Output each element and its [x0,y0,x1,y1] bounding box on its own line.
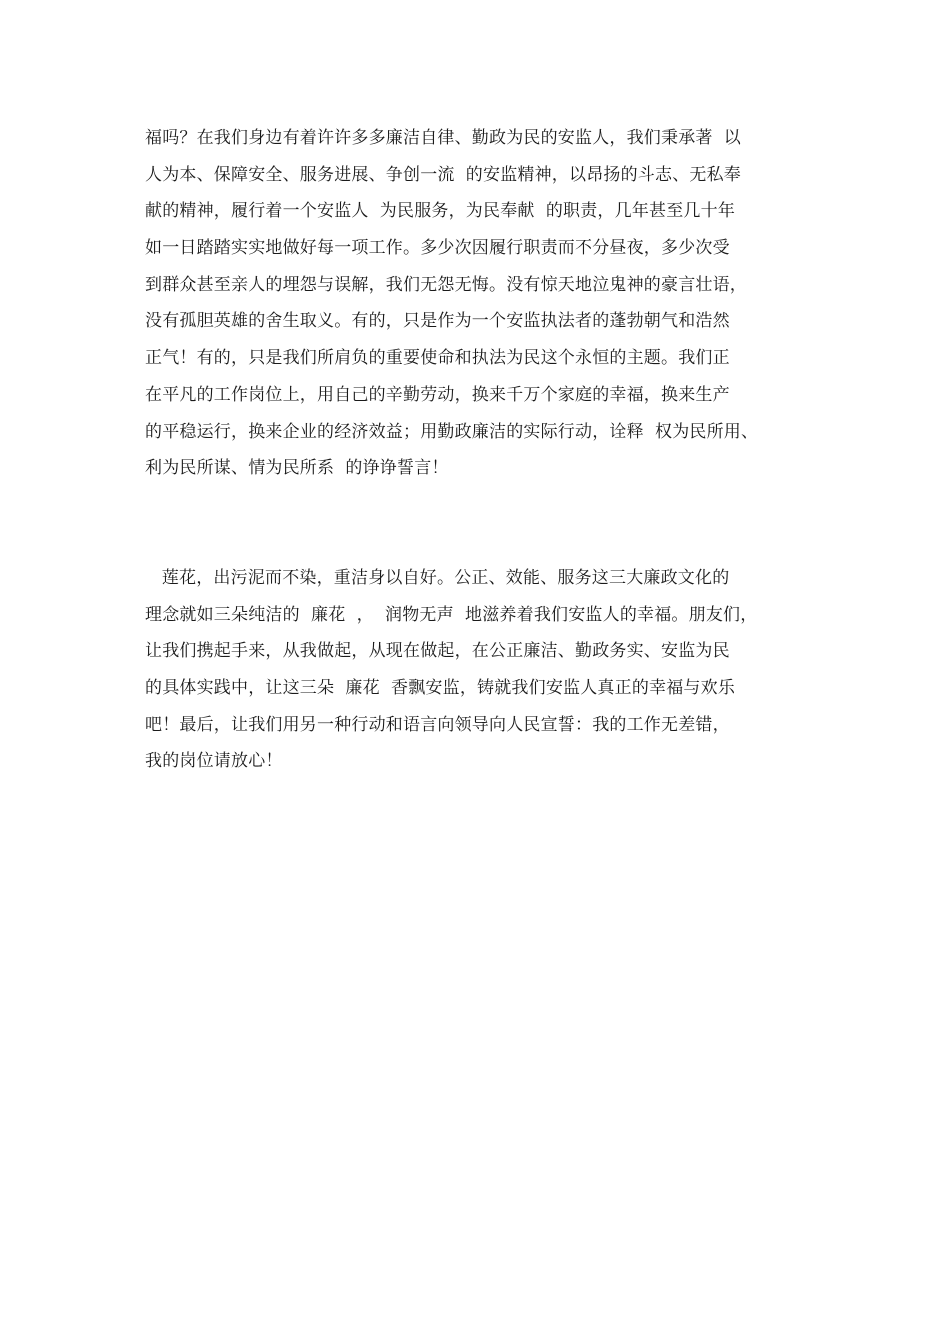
text-line: 的平稳运行，换来企业的经济效益；用勤政廉洁的实际行动，诠释 权为民所用、 [145,421,759,442]
text-line: 如一日踏踏实实地做好每一项工作。多少次因履行职责而不分昼夜，多少次受 [145,238,730,259]
text-line: 理念就如三朵纯洁的 廉花 ， 润物无声 地滋养着我们安监人的幸福。朋友们， [145,604,758,625]
text-line: 让我们携起手来，从我做起，从现在做起，在公正廉洁、勤政务实、安监为民 [145,641,730,662]
text-line: 的具体实践中，让这三朵 廉花 香飘安监，铸就我们安监人真正的幸福与欢乐 [145,678,736,699]
body-paragraph-1 [145,120,845,487]
text-line: 福吗？在我们身边有着许许多多廉洁自律、勤政为民的安监人，我们秉承著 以 [145,128,742,148]
text-line: 到群众甚至亲人的埋怨与误解，我们无怨无悔。没有惊天地泣鬼神的豪言壮语， [145,274,747,295]
text-line: 正气！有的，只是我们所肩负的重要使命和执法为民这个永恒的主题。我们正 [145,348,730,369]
text-line: 莲花，出污泥而不染，重洁身以自好。公正、效能、服务这三大廉政文化的 [145,568,730,588]
text-line: 吧！最后，让我们用另一种行动和语言向领导向人民宣誓：我的工作无差错， [145,714,730,735]
text-line: 利为民所谋、情为民所系 的诤诤誓言！ [145,458,449,479]
text-line: 我的岗位请放心！ [145,751,283,772]
text-line: 在平凡的工作岗位上，用自己的辛勤劳动，换来千万个家庭的幸福，换来生产 [145,384,730,405]
text-line: 没有孤胆英雄的舍生取义。有的，只是作为一个安监执法者的蓬勃朝气和浩然 [145,311,730,332]
body-paragraph-2 [145,560,845,780]
text-line: 人为本、保障安全、服务进展、争创一流 的安监精神，以昂扬的斗志、无私奉 [145,164,742,185]
text-line: 献的精神，履行着一个安监人 为民服务，为民奉献 的职责，几年甚至几十年 [145,201,736,222]
